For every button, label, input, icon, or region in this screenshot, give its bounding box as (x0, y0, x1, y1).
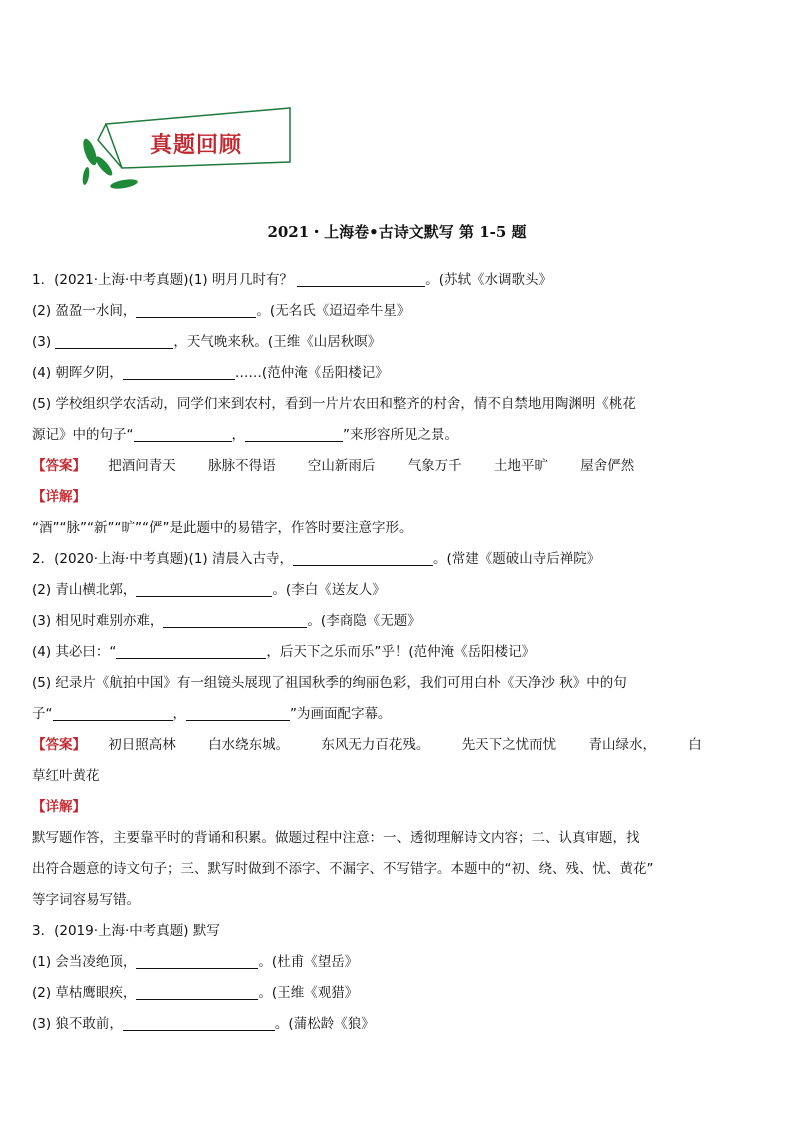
q3-p2-end: 。(王维《观猎》 (258, 985, 359, 1001)
q2-p4-start: (4) 其必曰：“ (32, 644, 117, 660)
answer-blank (136, 983, 258, 1000)
answer-blank (136, 952, 258, 969)
q1-p1-end: 。(苏轼《水调歌头》 (425, 272, 553, 288)
q2-p5-mid: ， (172, 706, 186, 722)
q2-detail-1: 默写题作答，主要靠平时的背诵和积累。做题过程中注意：一、透彻理解诗文内容；二、认真审题，找 (32, 830, 640, 846)
answer-blank (134, 425, 232, 442)
q1-part2 (32, 296, 762, 327)
q2-intro-line (32, 544, 762, 575)
q2-part4 (32, 637, 762, 668)
answer-blank (136, 301, 256, 318)
q2-p1-end: 。(常建《题破山寺后禅院》 (432, 551, 601, 567)
q1-p2-start: (2) 盈盈一水间， (32, 303, 137, 319)
q3-intro: 3．(2019·上海·中考真题) 默写 (32, 923, 220, 939)
q3-p1-end: 。(杜甫《望岳》 (258, 954, 359, 970)
q1-p5-start: 源记》中的句子“ (32, 427, 134, 443)
answer-item: 土地平旷 (493, 458, 548, 474)
q2-part5-line2 (32, 699, 762, 730)
q2-detail-2: 出符合题意的诗文句子；三、默写时做到不添字、不漏字、不写错字。本题中的“初、绕、残、忧、黄花” (32, 861, 654, 877)
answer-item: 先天下之忧而忧 (461, 737, 557, 753)
badge-title: 真题回顾 (150, 132, 243, 158)
q3-part2 (32, 978, 762, 1009)
answer-item: 东风无力百花残。 (321, 737, 430, 753)
answer-item: 把酒问青天 (108, 458, 176, 474)
q1-detail: “酒”“脉”“新”“旷”“俨”是此题中的易错字，作答时要注意字形。 (32, 520, 413, 536)
q2-answer-cont: 草红叶黄花 (32, 768, 100, 784)
q1-p4-start: (4) 朝晖夕阴， (32, 365, 123, 381)
q3-p3-start: (3) 狼不敢前， (32, 1016, 123, 1032)
q2-p3-start: (3) 相见时难别亦难， (32, 613, 164, 629)
detail-label: 【详解】 (32, 799, 86, 815)
q1-p5-end: ”来形容所见之景。 (343, 427, 458, 443)
q2-detail-label (32, 792, 762, 823)
q2-p2-start: (2) 青山横北郭， (32, 582, 137, 598)
q1-intro: 1．(2021·上海·中考真题)(1) 明月几时有？ (32, 272, 293, 288)
q3-p3-end: 。(蒲松龄《狼》 (274, 1016, 375, 1032)
answer-item: 气象万千 (407, 458, 462, 474)
q2-part2 (32, 575, 762, 606)
q1-p4-end: ……(范仲淹《岳阳楼记》 (234, 365, 389, 381)
answer-blank (53, 704, 173, 721)
answer-item: 屋舍俨然 (580, 458, 635, 474)
answer-blank (123, 363, 235, 380)
q2-p4-end: ，后天下之乐而乐”乎！(范仲淹《岳阳楼记》 (266, 644, 536, 660)
q1-answer (32, 451, 762, 482)
q2-answer (32, 730, 762, 761)
answer-item: 白 (688, 737, 702, 753)
q2-p2-end: 。(李白《送友人》 (272, 582, 386, 598)
answer-blank (297, 270, 425, 287)
answer-blank (55, 332, 173, 349)
q1-p5-mid: ， (231, 427, 245, 443)
q1-part5-line2 (32, 420, 762, 451)
q2-part5-line1: (5) 纪录片《航拍中国》有一组镜头展现了祖国秋季的绚丽色彩，我们可用白朴《天净沙 秋》中的句 (32, 675, 627, 691)
q1-p3-start: (3) (32, 334, 52, 350)
answer-blank (116, 642, 266, 659)
q1-part3 (32, 327, 762, 358)
q3-part1 (32, 947, 762, 978)
q1-part4 (32, 358, 762, 389)
answer-item: 空山新雨后 (307, 458, 376, 474)
q1-detail-label (32, 482, 762, 513)
answer-item: 青山绿水， (588, 737, 656, 753)
answer-item: 脉脉不得语 (208, 458, 276, 474)
q2-part3 (32, 606, 762, 637)
detail-label: 【详解】 (32, 489, 86, 505)
answer-blank (245, 425, 343, 442)
q3-p2-start: (2) 草枯鹰眼疾， (32, 985, 137, 1001)
answer-blank (136, 580, 272, 597)
q1-p3-end: ，天气晚来秋。(王维《山居秋暝》 (173, 334, 382, 350)
answer-item: 白水绕东城。 (208, 737, 290, 753)
q3-p1-start: (1) 会当凌绝顶， (32, 954, 137, 970)
q3-part3 (32, 1009, 762, 1040)
q2-intro: 2．(2020·上海·中考真题)(1) 清晨入古寺， (32, 551, 293, 567)
q2-p5-start: 子“ (32, 706, 53, 722)
q2-detail-3: 等字词容易写错。 (32, 892, 140, 908)
q2-p5-end: ”为画面配字幕。 (290, 706, 392, 722)
answer-blank (293, 549, 433, 566)
section-badge (78, 104, 308, 194)
answer-item: 初日照高林 (108, 737, 176, 753)
answer-blank (123, 1014, 275, 1031)
answer-blank (186, 704, 290, 721)
q2-p3-end: 。(李商隐《无题》 (307, 613, 421, 629)
page-heading: 2021・上海卷•古诗文默写 第 1-5 题 (267, 223, 527, 241)
q1-p2-end: 。(无名氏《迢迢牵牛星》 (256, 303, 411, 319)
answer-label: 【答案】 (32, 737, 86, 753)
q1-part5-line1: (5) 学校组织学农活动，同学们来到农村，看到一片片农田和整齐的村舍，情不自禁地用陶渊明《桃花 (32, 396, 636, 412)
answer-label: 【答案】 (32, 458, 86, 474)
question-content (32, 265, 762, 1040)
q1-intro-line (32, 265, 762, 296)
answer-blank (163, 611, 307, 628)
